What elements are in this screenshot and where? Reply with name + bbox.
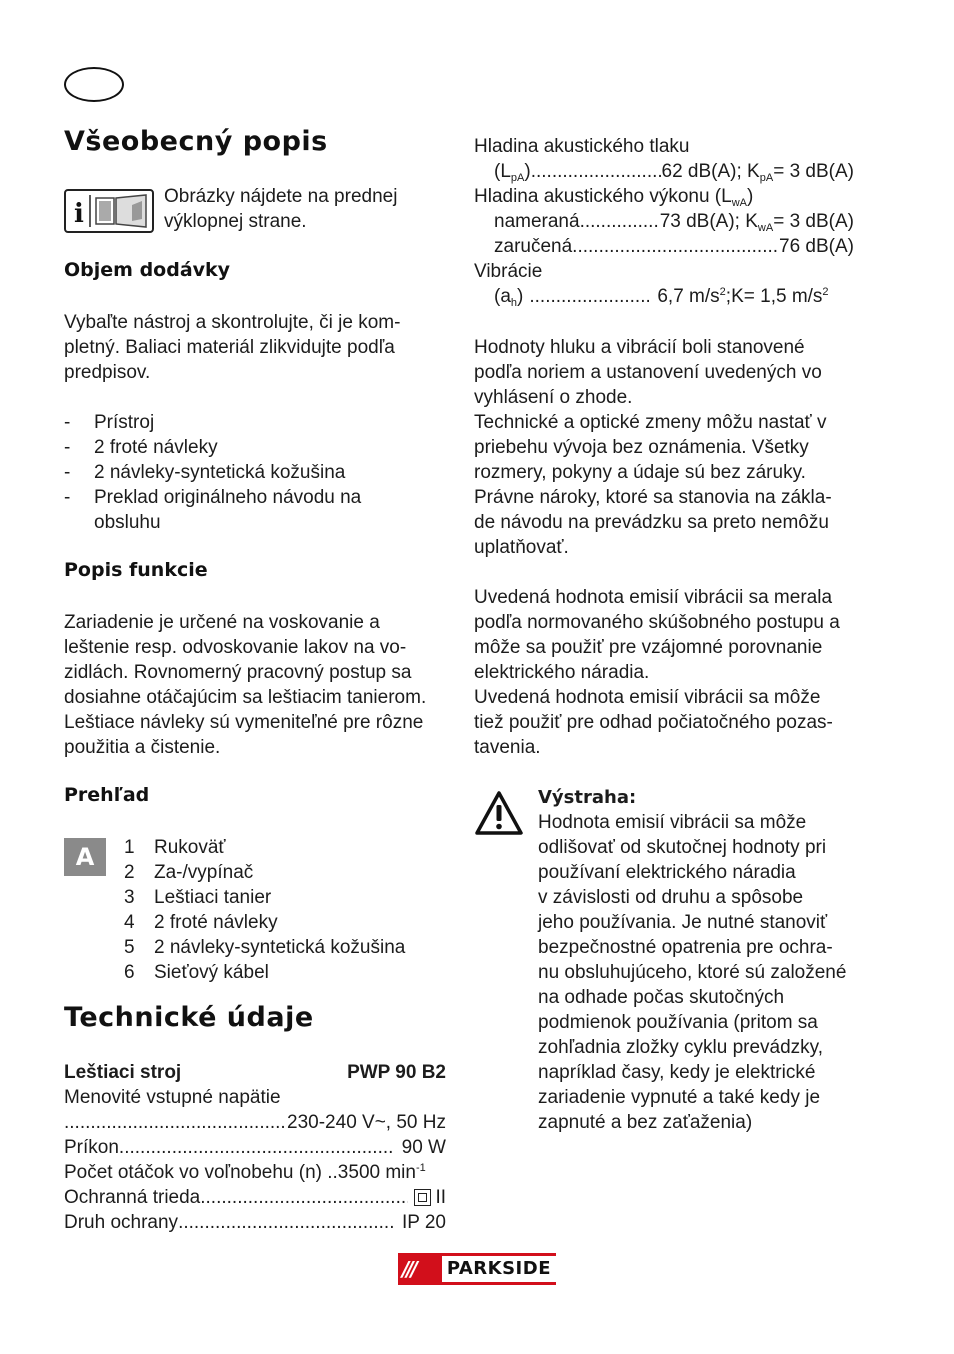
vibration-label: Vibrácie (474, 261, 543, 282)
tech-power-row: Príkon ..... 90 W (64, 1135, 446, 1160)
info-text: Obrázky nájdete na prednej výklopnej strane. (164, 186, 398, 232)
tech-model: PWP 90 B2 (347, 1062, 446, 1083)
tech-class-row: Ochranná trieda ..... II (64, 1185, 446, 1210)
list-item: 4 2 froté návleky (124, 912, 278, 933)
info-book-icon (64, 189, 154, 233)
warning-title: Výstraha: (538, 787, 637, 808)
spl-label: Hladina akustického tlaku (474, 136, 690, 157)
measured-row: nameraná ..... 73 dB(A); $K_{wA}= 3$ dB(A) (474, 209, 854, 234)
swl-label: Hladina akustického výkonu $(L_{wA})$ (474, 186, 754, 209)
list-item: - 2 froté návleky (64, 437, 218, 458)
noise-note-paragraph: Hodnoty hluku a vibrácií boli stanovené podľa noriem a ustanovení uvedených vo vyhlásení o zhode. Technické a optické zmeny môžu nastať v priebehu vývoja bez oznámenia. Všetky rozmery, pokyny a údaje sú bez záruky. Právne nároky, ktoré sa stanovia na zákla- de návodu na prevádzku sa preto nemôžu uplatňovať. (474, 337, 832, 558)
parkside-logo: /// PARKSIDE (398, 1253, 556, 1285)
list-item: 6 Sieťový kábel (124, 962, 269, 983)
tech-voltage-row: ..... 230-240 V~, 50 Hz (64, 1110, 446, 1135)
scope-list (64, 410, 361, 535)
vibration-row: $(a_h)$ ..... 6,7 $m/s^2;K= 1,5$ $m/s^2$ (474, 284, 854, 309)
noise-data-block (474, 134, 858, 309)
overview-list (124, 835, 405, 985)
list-item: 1 Rukoväť (124, 837, 226, 858)
figure-a-badge: A (64, 838, 106, 876)
list-item: obsluhu (94, 512, 161, 533)
list-item: 5 2 návleky-syntetická kožušina (124, 937, 406, 958)
heading-scope-of-delivery: Objem dodávky (64, 259, 231, 281)
tech-speed-row: Počet otáčok vo voľnobehu (n) ..3500 $\min^{-1}$ (64, 1162, 426, 1183)
list-item: - Prístroj (64, 412, 155, 433)
vibration-note-paragraph: Uvedená hodnota emisií vibrácii sa merala podľa normovaného skúšobného postupu a môže sa použiť pre vzájomné porovnanie elektrického náradia. Uvedená hodnota emisií vibrácii sa môže tiež použiť pre odhad počiatočného pozas- tavenia. (474, 587, 840, 758)
tech-product-row (64, 1060, 446, 1085)
heading-function: Popis funkcie (64, 559, 208, 581)
list-item: 2 Za-/vypínač (124, 862, 254, 883)
heading-overview: Prehľad (64, 784, 150, 806)
tech-voltage-label: Menovité vstupné napätie (64, 1087, 281, 1108)
function-text: Zariadenie je určené na voskovanie a leštenie resp. odvoskovanie lakov na vo- zidlách. Rovnomerný pracovný postup sa dosiahne otáčajúcim sa leštiacim tanierom. Leštiace návleky sú vymeniteľné pre rôzne použitia a čistenie. (64, 612, 427, 758)
list-item: - 2 návleky-syntetická kožušina (64, 462, 346, 483)
list-item: 3 Leštiaci tanier (124, 887, 272, 908)
protection-class-icon (414, 1189, 431, 1206)
spl-row: $(L_{pA})$ ..... 62 dB(A); $K_{pA}= 3$ dB(A) (474, 159, 854, 184)
section-title-general: Všeobecný popis (64, 126, 328, 157)
tech-data-block (64, 1060, 446, 1235)
section-title-technical: Technické údaje (64, 1002, 314, 1033)
svg-text:i: i (74, 199, 84, 229)
language-marker (64, 67, 124, 102)
scope-text: Vybaľte nástroj a skontrolujte, či je kom- pletný. Baliaci materiál zlikvidujte podľa predpisov. (64, 312, 401, 383)
warning-block: Výstraha: Hodnota emisií vibrácii sa môže odlišovať od skutočnej hodnoty pri používaní elektrického náradia v závislosti od druhu a spôsobe jeho používania. Je nutné stanoviť bezpečnostné opatrenia pre ochra- nu obsluhujúceho, ktoré sú založené na odhade počas skutočných podmienok používania (pritom sa zohľadnia zložky cyklu prevádzky, napríklad časy, kedy je elektrické zariadenie vypnuté a také kedy je zapnuté a bez zaťaženia) (538, 787, 847, 1133)
tech-ip-row: Druh ochrany ..... IP 20 (64, 1210, 446, 1235)
tech-product-label: Leštiaci stroj (64, 1062, 182, 1083)
warning-triangle-icon (474, 790, 524, 840)
guaranteed-row: zaručená ..... 76 dB(A) (474, 234, 854, 259)
list-item: - Preklad originálneho návodu na (64, 487, 362, 508)
